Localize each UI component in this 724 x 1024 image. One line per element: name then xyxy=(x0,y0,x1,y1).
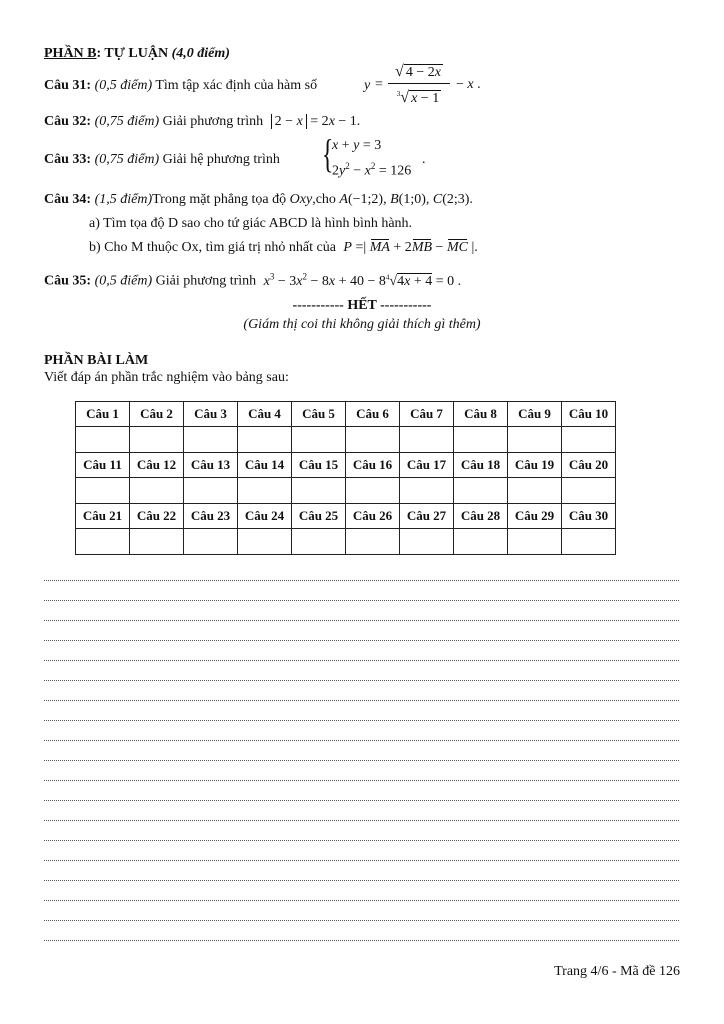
writing-line[interactable] xyxy=(44,660,679,661)
question-34: Câu 34: (1,5 điểm)Trong mặt phẳng tọa độ Oxy,cho A(−1;2), B(1;0), C(2;3). xyxy=(44,192,473,207)
answer-cell[interactable] xyxy=(130,478,184,504)
writing-line[interactable] xyxy=(44,800,679,801)
header-cell: Câu 27 xyxy=(400,504,454,529)
answer-cell[interactable] xyxy=(346,529,400,555)
header-cell: Câu 14 xyxy=(238,453,292,478)
writing-line[interactable] xyxy=(44,780,679,781)
header-cell: Câu 20 xyxy=(562,453,616,478)
header-cell: Câu 21 xyxy=(76,504,130,529)
question-text: Giải phương trình xyxy=(162,114,264,129)
answer-cell[interactable] xyxy=(184,529,238,555)
question-label: Câu 33: xyxy=(44,152,92,167)
writing-line[interactable] xyxy=(44,700,679,701)
header-cell: Câu 10 xyxy=(562,402,616,427)
header-cell: Câu 23 xyxy=(184,504,238,529)
header-cell: Câu 19 xyxy=(508,453,562,478)
question-text-2: cho xyxy=(315,192,336,207)
formula-32: 2 − x = 2x − 1. xyxy=(271,114,361,129)
writing-line[interactable] xyxy=(44,680,679,681)
answer-cell[interactable] xyxy=(346,427,400,453)
question-34a: a) Tìm tọa độ D sao cho tứ giác ABCD là hình bình hành. xyxy=(89,216,413,231)
question-label: Câu 34: xyxy=(44,192,92,207)
question-35 xyxy=(44,267,461,291)
writing-line[interactable] xyxy=(44,640,679,641)
question-points: (0,5 điểm) xyxy=(94,78,153,93)
header-cell: Câu 15 xyxy=(292,453,346,478)
header-cell: Câu 7 xyxy=(400,402,454,427)
header-cell: Câu 17 xyxy=(400,453,454,478)
writing-line[interactable] xyxy=(44,620,679,621)
header-cell: Câu 29 xyxy=(508,504,562,529)
writing-line[interactable] xyxy=(44,840,679,841)
answer-cell[interactable] xyxy=(562,427,616,453)
section-b-header xyxy=(44,45,230,63)
answer-cell[interactable] xyxy=(76,478,130,504)
header-cell: Câu 25 xyxy=(292,504,346,529)
writing-line[interactable] xyxy=(44,600,679,601)
answer-cell[interactable] xyxy=(400,478,454,504)
answer-cell[interactable] xyxy=(76,529,130,555)
header-cell: Câu 1 xyxy=(76,402,130,427)
answer-cell[interactable] xyxy=(454,478,508,504)
writing-line[interactable] xyxy=(44,860,679,861)
writing-line[interactable] xyxy=(44,580,679,581)
question-points: (0,75 điểm) xyxy=(94,152,160,167)
header-cell: Câu 24 xyxy=(238,504,292,529)
end-mark: ----------- HẾT ----------- xyxy=(292,298,432,313)
end-note: (Giám thị coi thi không giải thích gì thêm) xyxy=(243,317,481,332)
header-cell: Câu 16 xyxy=(346,453,400,478)
question-33 xyxy=(44,151,280,169)
answer-cell[interactable] xyxy=(400,529,454,555)
question-points: (1,5 điểm) xyxy=(94,192,153,207)
answer-cell[interactable] xyxy=(454,529,508,555)
header-cell: Câu 30 xyxy=(562,504,616,529)
header-cell: Câu 8 xyxy=(454,402,508,427)
question-34b: b) Cho M thuộc Ox, tìm giá trị nhỏ nhất của P =| MA + 2MB − MC |. xyxy=(89,240,478,255)
writing-line[interactable] xyxy=(44,920,679,921)
header-cell: Câu 12 xyxy=(130,453,184,478)
header-cell: Câu 26 xyxy=(346,504,400,529)
writing-line[interactable] xyxy=(44,760,679,761)
answer-cell[interactable] xyxy=(508,427,562,453)
writing-line[interactable] xyxy=(44,880,679,881)
answer-cell[interactable] xyxy=(454,427,508,453)
header-cell: Câu 28 xyxy=(454,504,508,529)
answer-table xyxy=(75,401,616,555)
question-label: Câu 32: xyxy=(44,114,92,129)
answer-cell[interactable] xyxy=(130,529,184,555)
header-cell: Câu 4 xyxy=(238,402,292,427)
answer-cell[interactable] xyxy=(130,427,184,453)
answer-cell[interactable] xyxy=(562,529,616,555)
answer-cell[interactable] xyxy=(346,478,400,504)
writing-line[interactable] xyxy=(44,900,679,901)
answer-cell[interactable] xyxy=(238,427,292,453)
answer-cell[interactable] xyxy=(238,478,292,504)
question-label: Câu 35: xyxy=(44,273,92,289)
header-cell: Câu 9 xyxy=(508,402,562,427)
question-text: Giải phương trình xyxy=(155,273,257,289)
answer-cell[interactable] xyxy=(292,529,346,555)
answer-cell[interactable] xyxy=(76,427,130,453)
header-cell: Câu 18 xyxy=(454,453,508,478)
question-points: (0,75 điểm) xyxy=(94,114,160,129)
question-31 xyxy=(44,77,317,95)
header-cell: Câu 2 xyxy=(130,402,184,427)
question-text: Tìm tập xác định của hàm số xyxy=(155,78,318,93)
answer-section-title: PHẦN BÀI LÀM xyxy=(44,353,149,368)
answer-cell[interactable] xyxy=(562,478,616,504)
section-b-title: PHẦN B xyxy=(44,46,97,61)
question-32 xyxy=(44,113,360,131)
formula-34-points: A(−1;2), B(1;0), C(2;3). xyxy=(339,192,473,207)
question-points: (0,5 điểm) xyxy=(94,273,153,289)
writing-line[interactable] xyxy=(44,820,679,821)
formula-34b: P =| MA + 2MB − MC |. xyxy=(343,240,478,255)
answer-cell[interactable] xyxy=(238,529,292,555)
header-cell: Câu 5 xyxy=(292,402,346,427)
question-label: Câu 31: xyxy=(44,78,92,93)
header-cell: Câu 3 xyxy=(184,402,238,427)
header-cell: Câu 6 xyxy=(346,402,400,427)
answer-cell[interactable] xyxy=(292,478,346,504)
section-b-points: (4,0 điểm) xyxy=(168,46,230,61)
writing-line[interactable] xyxy=(44,740,679,741)
answer-cell[interactable] xyxy=(184,478,238,504)
writing-line[interactable] xyxy=(44,940,679,941)
header-cell: Câu 11 xyxy=(76,453,130,478)
answer-cell[interactable] xyxy=(184,427,238,453)
header-cell: Câu 22 xyxy=(130,504,184,529)
question-text: Trong mặt phẳng tọa độ xyxy=(152,192,287,207)
question-text: Giải hệ phương trình xyxy=(162,152,280,167)
answer-instruction: Viết đáp án phần trắc nghiệm vào bảng sau: xyxy=(44,370,289,385)
page-footer: Trang 4/6 - Mã đề 126 xyxy=(554,964,680,979)
answer-cell[interactable] xyxy=(400,427,454,453)
section-b-title-rest: : TỰ LUẬN xyxy=(96,46,169,61)
writing-line[interactable] xyxy=(44,720,679,721)
formula-35: $x^3 - 3x^2 - 8x + 40 - 8^4√4x + 4 = 0$ . xyxy=(263,271,462,289)
answer-cell[interactable] xyxy=(508,478,562,504)
answer-cell[interactable] xyxy=(508,529,562,555)
answer-cell[interactable] xyxy=(292,427,346,453)
header-cell: Câu 13 xyxy=(184,453,238,478)
